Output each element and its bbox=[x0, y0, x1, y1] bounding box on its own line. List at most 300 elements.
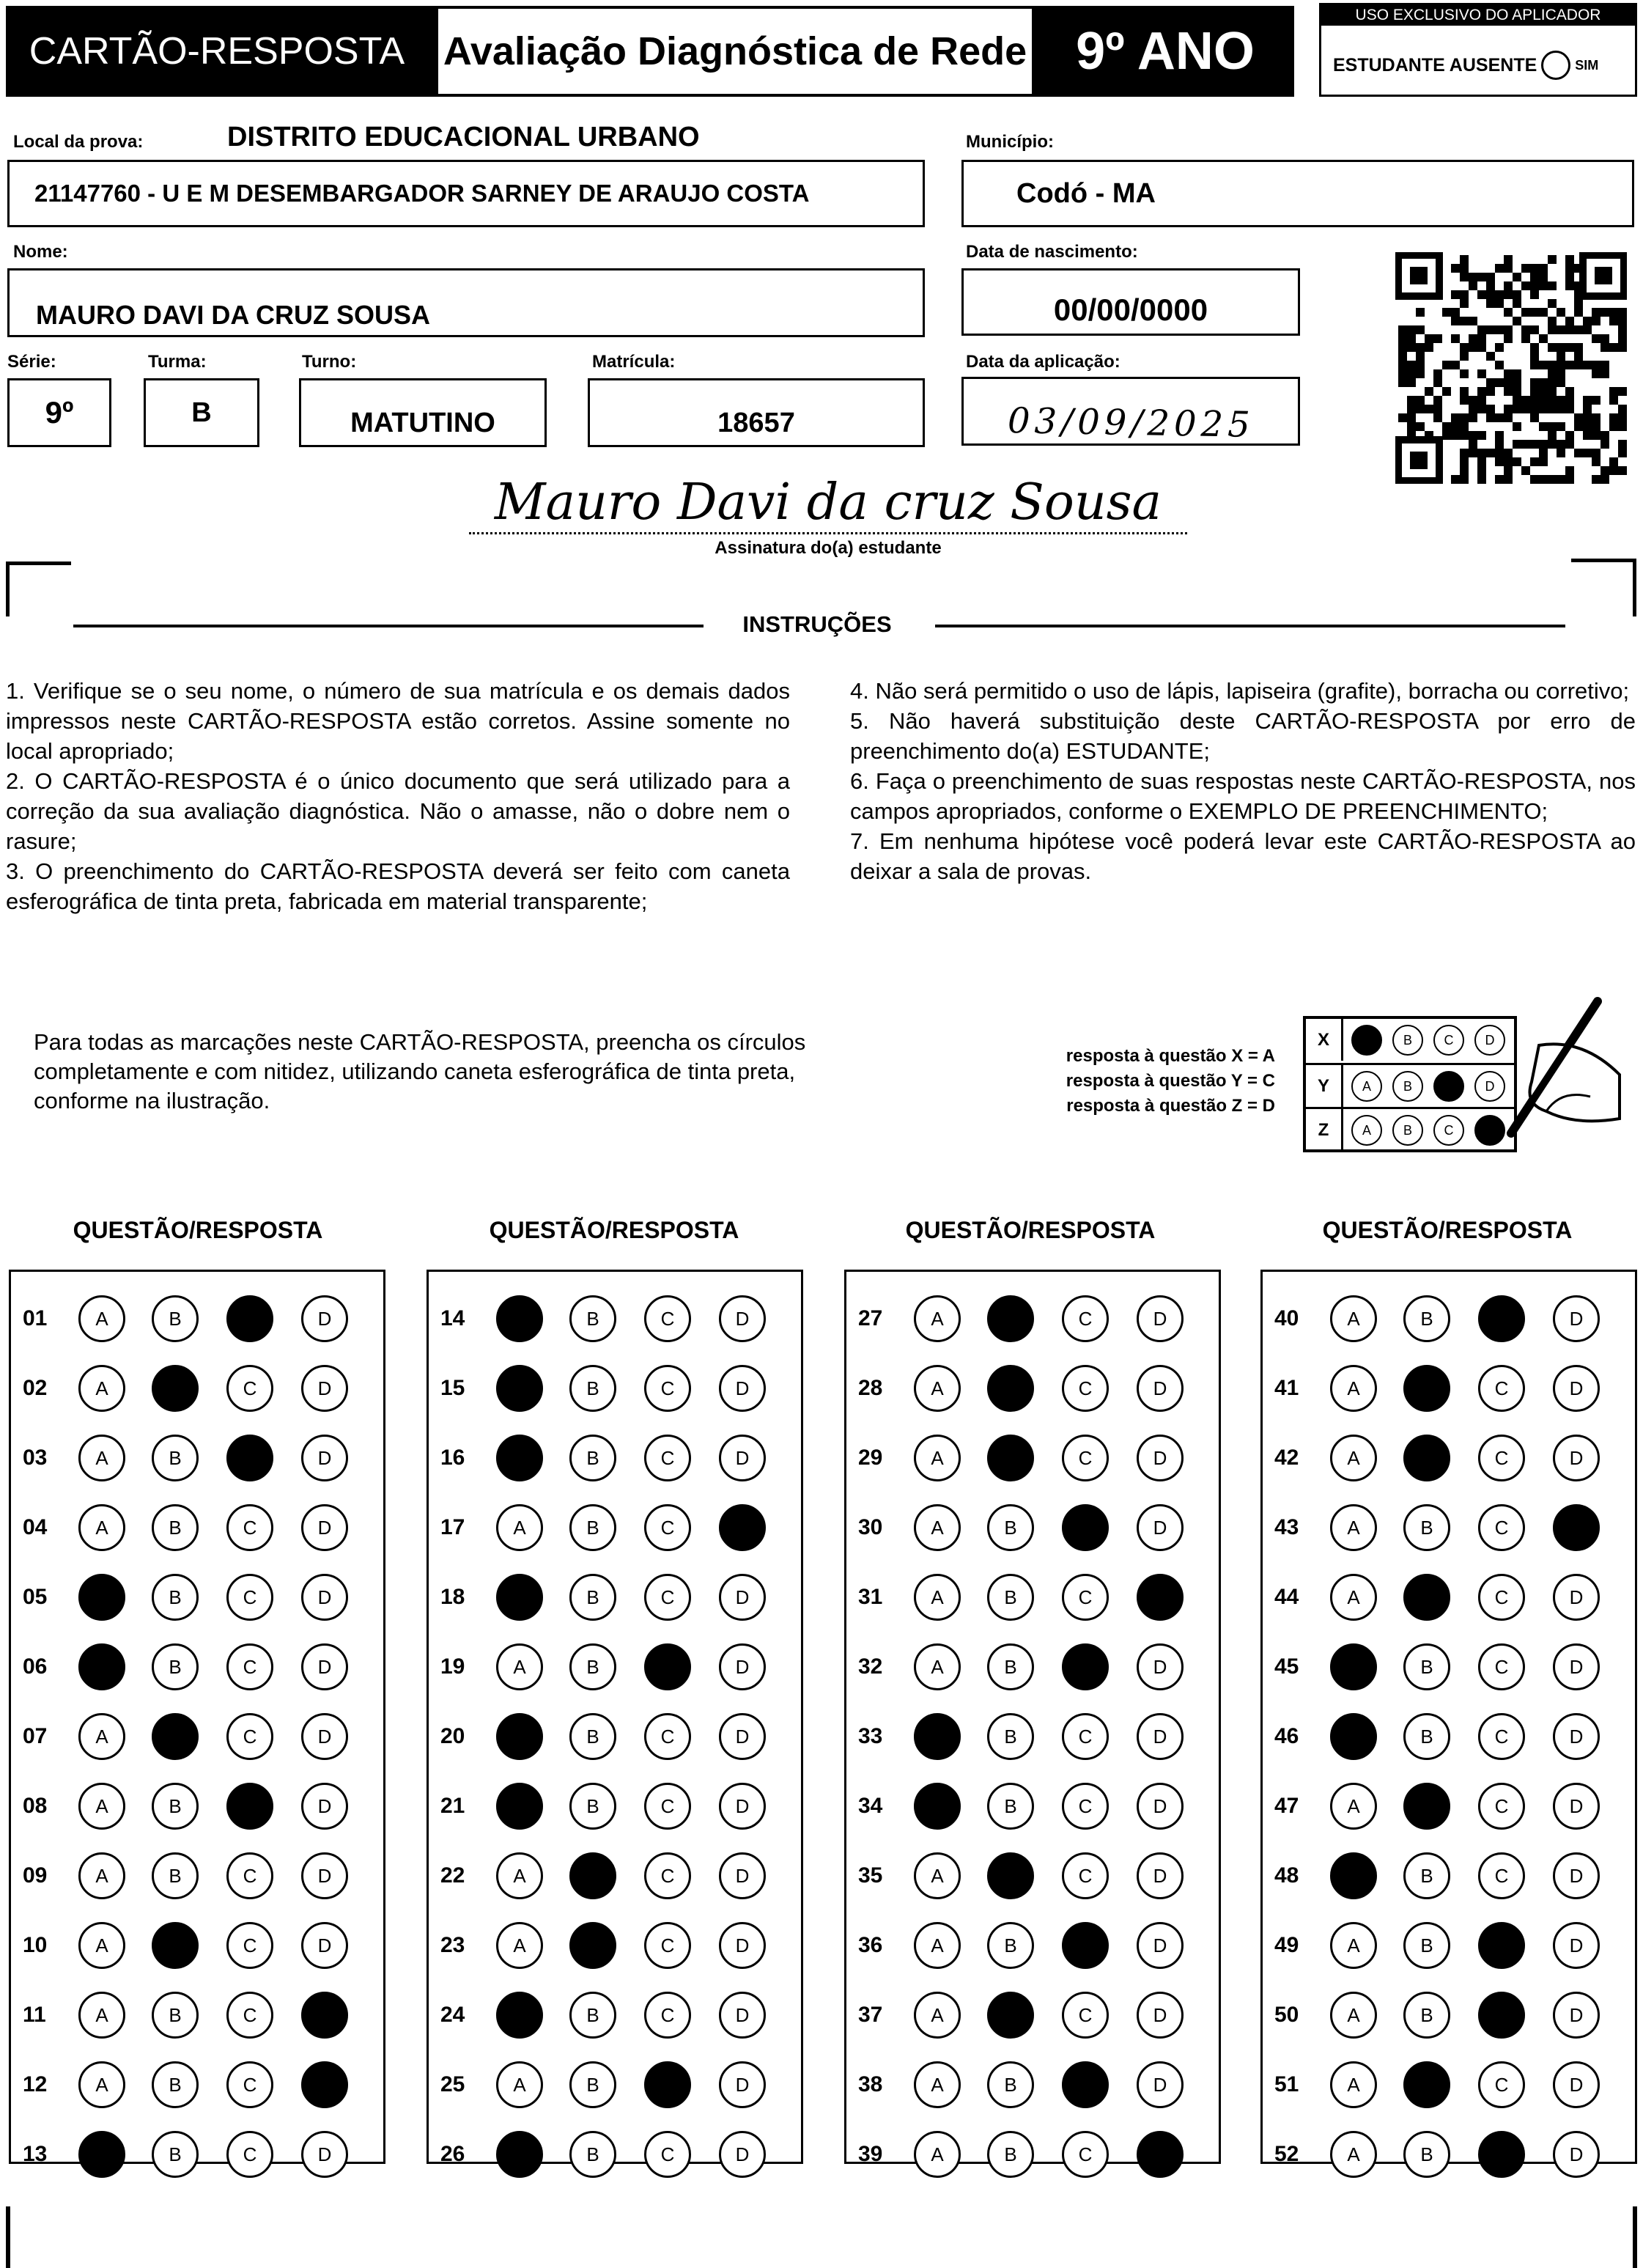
qr-module bbox=[1451, 475, 1460, 484]
answer-bubble-a[interactable]: A bbox=[914, 1574, 961, 1621]
answer-bubble-b[interactable]: B bbox=[987, 1783, 1034, 1830]
answer-bubble-c[interactable]: C bbox=[644, 1365, 691, 1412]
answer-bubble-c[interactable]: C bbox=[644, 1922, 691, 1969]
answer-bubble-d[interactable]: D bbox=[1553, 2131, 1600, 2178]
answer-bubble-d[interactable]: D bbox=[1137, 1992, 1184, 2039]
answer-bubble-c[interactable]: C bbox=[226, 1783, 273, 1830]
question-number: 23 bbox=[440, 1933, 465, 1957]
qr-module bbox=[1495, 475, 1504, 484]
qr-module bbox=[1469, 413, 1477, 422]
answer-bubble-d[interactable]: D bbox=[1137, 1713, 1184, 1760]
answer-bubble-c[interactable]: C bbox=[1062, 1365, 1109, 1412]
answer-bubble-b[interactable]: B bbox=[987, 1295, 1034, 1342]
answer-bubble-a[interactable]: A bbox=[496, 1365, 543, 1412]
question-row bbox=[1263, 1363, 1635, 1414]
answer-bubble-b[interactable]: B bbox=[152, 1643, 199, 1690]
answer-bubble-d[interactable]: D bbox=[1553, 1365, 1600, 1412]
answer-bubble-d[interactable]: D bbox=[719, 1992, 766, 2039]
qr-module bbox=[1477, 396, 1486, 405]
answer-bubble-b[interactable]: B bbox=[1403, 1852, 1450, 1899]
answer-bubble-d[interactable]: D bbox=[1137, 1365, 1184, 1412]
answer-bubble-c[interactable]: C bbox=[1062, 1574, 1109, 1621]
answer-bubble-b[interactable]: B bbox=[569, 1295, 616, 1342]
qr-module bbox=[1530, 387, 1539, 396]
answer-bubble-b[interactable]: B bbox=[987, 1365, 1034, 1412]
question-row bbox=[1263, 1711, 1635, 1762]
answer-bubble-a[interactable]: A bbox=[1330, 1783, 1377, 1830]
answer-bubble-c[interactable]: C bbox=[1062, 2061, 1109, 2108]
answer-bubble-a[interactable]: A bbox=[1330, 2131, 1377, 2178]
qr-module bbox=[1548, 369, 1557, 378]
qr-module bbox=[1451, 422, 1460, 431]
answer-bubble-b[interactable]: B bbox=[152, 2061, 199, 2108]
answer-bubble-a[interactable]: A bbox=[1330, 1852, 1377, 1899]
answer-bubble-d[interactable]: D bbox=[1553, 1922, 1600, 1969]
answer-bubble-c[interactable]: C bbox=[1478, 1783, 1525, 1830]
card-title-text: CARTÃO-RESPOSTA bbox=[29, 30, 405, 73]
answer-bubble-d[interactable]: D bbox=[719, 1365, 766, 1412]
qr-module bbox=[1407, 343, 1416, 352]
answer-bubble-d[interactable]: D bbox=[301, 1713, 348, 1760]
answer-bubble-b[interactable]: B bbox=[569, 1922, 616, 1969]
answer-bubble-d[interactable]: D bbox=[1137, 1643, 1184, 1690]
answer-bubble-c[interactable]: C bbox=[226, 1922, 273, 1969]
answer-bubble-d[interactable]: D bbox=[1553, 1713, 1600, 1760]
qr-module bbox=[1557, 422, 1565, 431]
answer-bubble-c[interactable]: C bbox=[1478, 1852, 1525, 1899]
answer-bubble-a[interactable]: A bbox=[78, 1783, 125, 1830]
answer-bubble-d[interactable]: D bbox=[1137, 1574, 1184, 1621]
matricula-field bbox=[588, 378, 925, 447]
question-number: 47 bbox=[1274, 1794, 1299, 1818]
answer-bubble-a[interactable]: A bbox=[496, 1643, 543, 1690]
answer-bubble-a[interactable]: A bbox=[496, 2061, 543, 2108]
qr-module bbox=[1407, 325, 1416, 334]
example-row bbox=[1306, 1063, 1514, 1107]
qr-module bbox=[1460, 273, 1469, 281]
answer-bubble-d[interactable]: D bbox=[719, 1504, 766, 1551]
answer-bubble-c[interactable]: C bbox=[1062, 1295, 1109, 1342]
answer-bubble-d[interactable]: D bbox=[719, 1574, 766, 1621]
qr-module bbox=[1530, 440, 1539, 449]
qr-module bbox=[1574, 422, 1583, 431]
qr-module bbox=[1433, 413, 1442, 422]
answer-bubble-b[interactable]: B bbox=[1403, 1435, 1450, 1481]
answer-bubble-b[interactable]: B bbox=[152, 1504, 199, 1551]
answer-bubble-c[interactable]: C bbox=[226, 1852, 273, 1899]
answer-bubble-b[interactable]: B bbox=[569, 2131, 616, 2178]
answer-bubble-b[interactable]: B bbox=[1403, 1922, 1450, 1969]
example-legend-y: resposta à questão Y = C bbox=[1066, 1071, 1275, 1091]
answer-bubble-c[interactable]: C bbox=[1062, 2131, 1109, 2178]
answer-bubble-a[interactable]: A bbox=[496, 1992, 543, 2039]
answer-bubble-d[interactable]: D bbox=[1553, 1574, 1600, 1621]
qr-module bbox=[1460, 255, 1469, 264]
answer-bubble-d[interactable]: D bbox=[301, 1295, 348, 1342]
answer-bubble-c[interactable]: C bbox=[1062, 1504, 1109, 1551]
qr-module bbox=[1460, 422, 1469, 431]
turno-label: Turno: bbox=[302, 352, 357, 372]
answer-bubble-b[interactable]: B bbox=[569, 1992, 616, 2039]
answer-bubble-d[interactable]: D bbox=[1137, 1852, 1184, 1899]
qr-module bbox=[1486, 299, 1495, 308]
answer-bubble-a[interactable]: A bbox=[78, 1435, 125, 1481]
answer-bubble-b[interactable]: B bbox=[152, 1435, 199, 1481]
answer-bubble-c[interactable]: C bbox=[1062, 1643, 1109, 1690]
question-number: 12 bbox=[23, 2072, 48, 2096]
answer-bubble-b[interactable]: B bbox=[1403, 1574, 1450, 1621]
answer-bubble-a[interactable]: A bbox=[1330, 1922, 1377, 1969]
answer-bubble-c[interactable]: C bbox=[644, 2061, 691, 2108]
answer-bubble-c[interactable]: C bbox=[1478, 1435, 1525, 1481]
answer-bubble-b[interactable]: B bbox=[1403, 2061, 1450, 2108]
question-number: 25 bbox=[440, 2072, 465, 2096]
qr-module bbox=[1469, 431, 1477, 440]
answer-bubble-b[interactable]: B bbox=[987, 2131, 1034, 2178]
qr-module bbox=[1600, 343, 1609, 352]
answer-bubble-a[interactable]: A bbox=[914, 1643, 961, 1690]
answer-bubble-a[interactable]: A bbox=[914, 1713, 961, 1760]
answer-bubble-b[interactable]: B bbox=[569, 1713, 616, 1760]
answer-bubble-a[interactable]: A bbox=[78, 1852, 125, 1899]
answer-bubble-c[interactable]: C bbox=[644, 1713, 691, 1760]
qr-module bbox=[1486, 449, 1495, 457]
answer-bubble-a[interactable]: A bbox=[1330, 1574, 1377, 1621]
answer-bubble-a[interactable]: A bbox=[496, 1922, 543, 1969]
answer-bubble-c[interactable]: C bbox=[644, 1504, 691, 1551]
answer-bubble-d[interactable]: D bbox=[719, 2061, 766, 2108]
question-row bbox=[846, 1781, 1219, 1832]
question-row bbox=[846, 1572, 1219, 1623]
answer-bubble-a[interactable]: A bbox=[78, 1992, 125, 2039]
answer-bubble-b[interactable]: B bbox=[152, 1783, 199, 1830]
qr-module bbox=[1477, 369, 1486, 378]
answer-bubble-d[interactable]: D bbox=[719, 1922, 766, 1969]
answer-bubble-b[interactable]: B bbox=[987, 1574, 1034, 1621]
answer-bubble-b[interactable]: B bbox=[987, 1992, 1034, 2039]
answer-bubble-b[interactable]: B bbox=[1403, 1643, 1450, 1690]
qr-module bbox=[1513, 422, 1521, 431]
answer-bubble-a[interactable]: A bbox=[78, 2061, 125, 2108]
answer-bubble-d[interactable]: D bbox=[1553, 1992, 1600, 2039]
question-number: 03 bbox=[23, 1446, 48, 1470]
example-bubble-c: C bbox=[1433, 1071, 1464, 1102]
answer-bubble-c[interactable]: C bbox=[644, 1992, 691, 2039]
qr-module bbox=[1530, 352, 1539, 361]
answer-bubble-b[interactable]: B bbox=[987, 1713, 1034, 1760]
answer-bubble-a[interactable]: A bbox=[914, 2131, 961, 2178]
qr-module bbox=[1539, 422, 1548, 431]
question-row bbox=[11, 1920, 383, 1971]
answer-bubble-a[interactable]: A bbox=[496, 1783, 543, 1830]
answer-bubble-a[interactable]: A bbox=[78, 1295, 125, 1342]
answer-bubble-c[interactable]: C bbox=[226, 1295, 273, 1342]
answer-bubble-b[interactable]: B bbox=[1403, 1783, 1450, 1830]
answer-bubble-a[interactable]: A bbox=[78, 1713, 125, 1760]
answer-bubble-c[interactable]: C bbox=[226, 1643, 273, 1690]
answer-bubble-d[interactable]: D bbox=[1137, 2061, 1184, 2108]
qr-module bbox=[1425, 405, 1433, 413]
answer-bubble-c[interactable]: C bbox=[1478, 1504, 1525, 1551]
aplicacao-label: Data da aplicação: bbox=[966, 352, 1120, 372]
answer-bubble-b[interactable]: B bbox=[987, 1852, 1034, 1899]
instruction-7: 7. Em nenhuma hipótese você poderá levar este CARTÃO-RESPOSTA ao deixar a sala de provas. bbox=[850, 828, 1636, 884]
question-number: 22 bbox=[440, 1863, 465, 1888]
answer-bubble-c[interactable]: C bbox=[1478, 1643, 1525, 1690]
answer-bubble-a[interactable]: A bbox=[1330, 1435, 1377, 1481]
answer-bubble-d[interactable]: D bbox=[301, 2061, 348, 2108]
question-row bbox=[1263, 1781, 1635, 1832]
answer-bubble-a[interactable]: A bbox=[496, 1435, 543, 1481]
answer-bubble-c[interactable]: C bbox=[226, 1435, 273, 1481]
answer-bubble-b[interactable]: B bbox=[569, 1504, 616, 1551]
answer-bubble-c[interactable]: C bbox=[1062, 1922, 1109, 1969]
answer-bubble-c[interactable]: C bbox=[1478, 1992, 1525, 2039]
answer-bubble-b[interactable]: B bbox=[569, 1435, 616, 1481]
answer-bubble-b[interactable]: B bbox=[987, 2061, 1034, 2108]
qr-module bbox=[1486, 325, 1495, 334]
answer-bubble-d[interactable]: D bbox=[1553, 2061, 1600, 2108]
qr-module bbox=[1539, 308, 1548, 317]
answer-bubble-a[interactable]: A bbox=[1330, 2061, 1377, 2108]
answer-bubble-d[interactable]: D bbox=[1137, 1295, 1184, 1342]
qr-module bbox=[1442, 431, 1451, 440]
answer-bubble-c[interactable]: C bbox=[1062, 1713, 1109, 1760]
answer-bubble-a[interactable]: A bbox=[1330, 1713, 1377, 1760]
answer-bubble-b[interactable]: B bbox=[1403, 2131, 1450, 2178]
answer-bubble-b[interactable]: B bbox=[1403, 1295, 1450, 1342]
answer-bubble-c[interactable]: C bbox=[226, 1574, 273, 1621]
qr-module bbox=[1416, 325, 1425, 334]
answer-bubble-d[interactable]: D bbox=[719, 1435, 766, 1481]
question-number: 33 bbox=[858, 1724, 883, 1748]
column-title: QUESTÃO/RESPOSTA bbox=[489, 1217, 739, 1243]
answer-bubble-b[interactable]: B bbox=[152, 2131, 199, 2178]
answer-bubble-a[interactable]: A bbox=[1330, 1365, 1377, 1412]
qr-module bbox=[1557, 361, 1565, 369]
answer-bubble-d[interactable]: D bbox=[1137, 1435, 1184, 1481]
answer-bubble-c[interactable]: C bbox=[1478, 1365, 1525, 1412]
qr-module bbox=[1513, 378, 1521, 387]
qr-module bbox=[1495, 264, 1504, 273]
question-number: 02 bbox=[23, 1376, 48, 1400]
answer-bubble-c[interactable]: C bbox=[1478, 1713, 1525, 1760]
qr-module bbox=[1460, 317, 1469, 325]
answer-bubble-b[interactable]: B bbox=[569, 1852, 616, 1899]
exam-title-text: Avaliação Diagnóstica de Rede bbox=[443, 29, 1027, 73]
answer-bubble-c[interactable]: C bbox=[644, 1643, 691, 1690]
answer-bubble-c[interactable]: C bbox=[226, 1504, 273, 1551]
question-number: 15 bbox=[440, 1376, 465, 1400]
answer-bubble-d[interactable]: D bbox=[301, 1574, 348, 1621]
qr-module bbox=[1451, 431, 1460, 440]
answer-bubble-d[interactable]: D bbox=[1137, 2131, 1184, 2178]
answer-bubble-a[interactable]: A bbox=[914, 1435, 961, 1481]
answer-bubble-a[interactable]: A bbox=[1330, 1643, 1377, 1690]
answer-bubble-a[interactable]: A bbox=[914, 1852, 961, 1899]
answer-bubble-a[interactable]: A bbox=[914, 1992, 961, 2039]
answer-bubble-d[interactable]: D bbox=[301, 1922, 348, 1969]
answer-bubble-c[interactable]: C bbox=[1478, 1922, 1525, 1969]
qr-module bbox=[1451, 308, 1460, 317]
answer-bubble-c[interactable]: C bbox=[1062, 1435, 1109, 1481]
qr-module bbox=[1398, 343, 1407, 352]
answer-bubble-b[interactable]: B bbox=[987, 1643, 1034, 1690]
answer-bubble-c[interactable]: C bbox=[1062, 1783, 1109, 1830]
answer-bubble-a[interactable]: A bbox=[78, 1574, 125, 1621]
question-row bbox=[429, 1989, 801, 2041]
qr-module bbox=[1433, 378, 1442, 387]
answer-bubble-a[interactable]: A bbox=[1330, 1295, 1377, 1342]
answer-bubble-d[interactable]: D bbox=[301, 1435, 348, 1481]
qr-module bbox=[1398, 413, 1407, 422]
answer-bubble-b[interactable]: B bbox=[1403, 1992, 1450, 2039]
answer-bubble-b[interactable]: B bbox=[152, 1574, 199, 1621]
answer-bubble-a[interactable]: A bbox=[914, 2061, 961, 2108]
answer-bubble-a[interactable]: A bbox=[496, 1713, 543, 1760]
answer-bubble-d[interactable]: D bbox=[1137, 1504, 1184, 1551]
question-number: 26 bbox=[440, 2142, 465, 2166]
absent-checkbox[interactable] bbox=[1541, 51, 1570, 80]
answer-bubble-c[interactable]: C bbox=[644, 1783, 691, 1830]
qr-module bbox=[1583, 422, 1592, 431]
answer-bubble-c[interactable]: C bbox=[1478, 2061, 1525, 2108]
answer-bubble-a[interactable]: A bbox=[78, 2131, 125, 2178]
answer-bubble-d[interactable]: D bbox=[301, 1783, 348, 1830]
qr-module bbox=[1504, 308, 1513, 317]
answer-bubble-a[interactable]: A bbox=[78, 1922, 125, 1969]
answer-bubble-b[interactable]: B bbox=[569, 1643, 616, 1690]
question-row bbox=[846, 1641, 1219, 1693]
answer-bubble-d[interactable]: D bbox=[1553, 1504, 1600, 1551]
answer-bubble-b[interactable]: B bbox=[152, 1713, 199, 1760]
answer-bubble-c[interactable]: C bbox=[644, 2131, 691, 2178]
answer-bubble-d[interactable]: D bbox=[1137, 1922, 1184, 1969]
qr-module bbox=[1477, 449, 1486, 457]
answer-bubble-c[interactable]: C bbox=[226, 1713, 273, 1760]
answer-bubble-b[interactable]: B bbox=[569, 2061, 616, 2108]
turma-text: B bbox=[191, 397, 212, 428]
qr-module bbox=[1539, 449, 1548, 457]
answer-bubble-b[interactable]: B bbox=[1403, 1713, 1450, 1760]
answer-bubble-a[interactable]: A bbox=[496, 2131, 543, 2178]
answer-bubble-c[interactable]: C bbox=[1062, 1852, 1109, 1899]
answer-bubble-a[interactable]: A bbox=[914, 1783, 961, 1830]
qr-module bbox=[1530, 290, 1539, 299]
answer-bubble-a[interactable]: A bbox=[914, 1504, 961, 1551]
answer-bubble-b[interactable]: B bbox=[1403, 1365, 1450, 1412]
answer-bubble-a[interactable]: A bbox=[914, 1365, 961, 1412]
instructions-right bbox=[850, 676, 1636, 886]
answer-bubble-b[interactable]: B bbox=[987, 1504, 1034, 1551]
qr-module bbox=[1398, 369, 1407, 378]
answer-bubble-c[interactable]: C bbox=[644, 1574, 691, 1621]
answer-bubble-a[interactable]: A bbox=[78, 1365, 125, 1412]
answer-bubble-a[interactable]: A bbox=[78, 1643, 125, 1690]
answer-bubble-c[interactable]: C bbox=[644, 1852, 691, 1899]
qr-module bbox=[1504, 281, 1513, 290]
answer-bubble-d[interactable]: D bbox=[301, 1504, 348, 1551]
qr-module bbox=[1548, 378, 1557, 387]
answer-bubble-d[interactable]: D bbox=[1553, 1295, 1600, 1342]
answer-bubble-c[interactable]: C bbox=[226, 1992, 273, 2039]
answer-bubble-d[interactable]: D bbox=[719, 2131, 766, 2178]
qr-module bbox=[1407, 334, 1416, 343]
answer-bubble-b[interactable]: B bbox=[569, 1574, 616, 1621]
answer-bubble-c[interactable]: C bbox=[644, 1295, 691, 1342]
answer-bubble-b[interactable]: B bbox=[152, 1922, 199, 1969]
local-label: Local da prova: bbox=[13, 132, 144, 152]
qr-module bbox=[1600, 440, 1609, 449]
answer-bubble-b[interactable]: B bbox=[152, 1852, 199, 1899]
qr-module bbox=[1548, 475, 1557, 484]
answer-bubble-d[interactable]: D bbox=[1553, 1643, 1600, 1690]
answer-bubble-b[interactable]: B bbox=[152, 1295, 199, 1342]
answer-bubble-a[interactable]: A bbox=[914, 1295, 961, 1342]
answer-bubble-a[interactable]: A bbox=[1330, 1992, 1377, 2039]
question-number: 24 bbox=[440, 2003, 465, 2027]
qr-module bbox=[1469, 273, 1477, 281]
answer-bubble-b[interactable]: B bbox=[987, 1922, 1034, 1969]
question-number: 31 bbox=[858, 1585, 883, 1609]
answer-bubble-c[interactable]: C bbox=[1478, 1295, 1525, 1342]
answer-bubble-d[interactable]: D bbox=[719, 1713, 766, 1760]
answer-bubble-c[interactable]: C bbox=[1478, 1574, 1525, 1621]
answer-bubble-d[interactable]: D bbox=[301, 1643, 348, 1690]
question-row bbox=[846, 2129, 1219, 2180]
answer-bubble-a[interactable]: A bbox=[1330, 1504, 1377, 1551]
qr-module bbox=[1574, 343, 1583, 352]
qr-module bbox=[1565, 396, 1574, 405]
answer-bubble-d[interactable]: D bbox=[719, 1643, 766, 1690]
answer-bubble-b[interactable]: B bbox=[152, 1365, 199, 1412]
answer-bubble-a[interactable]: A bbox=[496, 1504, 543, 1551]
answer-bubble-d[interactable]: D bbox=[1137, 1783, 1184, 1830]
answer-bubble-c[interactable]: C bbox=[226, 2061, 273, 2108]
answer-bubble-a[interactable]: A bbox=[914, 1922, 961, 1969]
answer-bubble-d[interactable]: D bbox=[719, 1783, 766, 1830]
answer-bubble-a[interactable]: A bbox=[496, 1574, 543, 1621]
answer-bubble-b[interactable]: B bbox=[569, 1783, 616, 1830]
answer-bubble-b[interactable]: B bbox=[1403, 1504, 1450, 1551]
answer-bubble-d[interactable]: D bbox=[301, 2131, 348, 2178]
nome-field bbox=[7, 268, 925, 337]
answer-bubble-d[interactable]: D bbox=[1553, 1852, 1600, 1899]
answer-bubble-a[interactable]: A bbox=[496, 1295, 543, 1342]
answer-bubble-b[interactable]: B bbox=[152, 1992, 199, 2039]
answer-bubble-d[interactable]: D bbox=[301, 1992, 348, 2039]
answer-bubble-d[interactable]: D bbox=[719, 1295, 766, 1342]
qr-module bbox=[1583, 325, 1592, 334]
answer-bubble-c[interactable]: C bbox=[1062, 1992, 1109, 2039]
answer-bubble-c[interactable]: C bbox=[226, 2131, 273, 2178]
qr-module bbox=[1530, 325, 1539, 334]
answer-bubble-d[interactable]: D bbox=[1553, 1783, 1600, 1830]
answer-bubble-c[interactable]: C bbox=[644, 1435, 691, 1481]
answer-bubble-d[interactable]: D bbox=[719, 1852, 766, 1899]
question-row bbox=[429, 1920, 801, 1971]
answer-bubble-c[interactable]: C bbox=[226, 1365, 273, 1412]
answer-bubble-d[interactable]: D bbox=[1553, 1435, 1600, 1481]
answer-bubble-b[interactable]: B bbox=[987, 1435, 1034, 1481]
answer-bubble-a[interactable]: A bbox=[496, 1852, 543, 1899]
answer-bubble-a[interactable]: A bbox=[78, 1504, 125, 1551]
answer-bubble-d[interactable]: D bbox=[301, 1365, 348, 1412]
answer-bubble-d[interactable]: D bbox=[301, 1852, 348, 1899]
answer-bubble-c[interactable]: C bbox=[1478, 2131, 1525, 2178]
qr-module bbox=[1618, 440, 1627, 449]
answer-bubble-b[interactable]: B bbox=[569, 1365, 616, 1412]
